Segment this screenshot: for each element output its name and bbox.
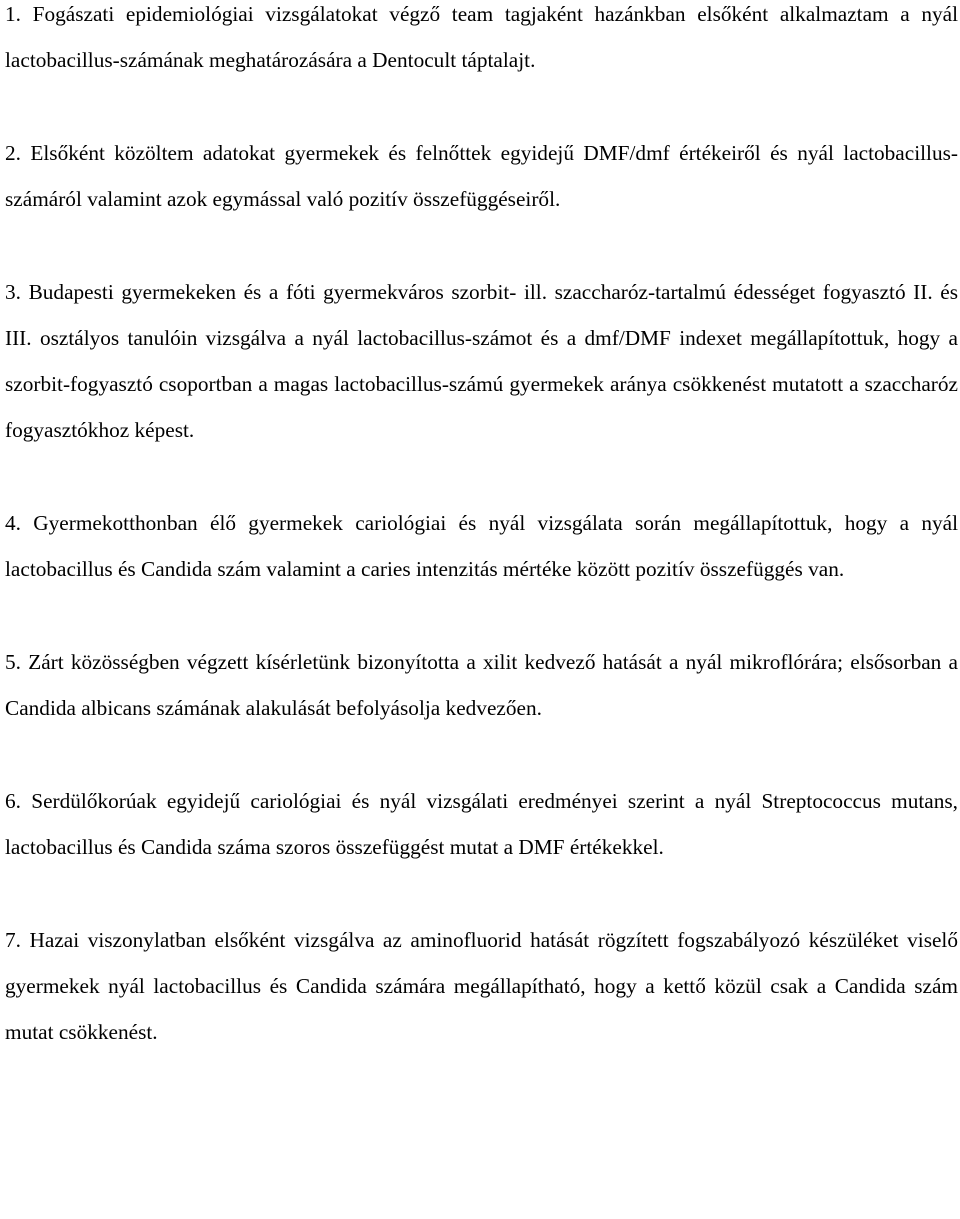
item-text: Fogászati epidemiológiai vizsgálatokat végző team tagjaként hazánkban elsőként alkalmaztam a nyál lactobacillus-számának meghatározására a Dentocult táptalajt. [5, 2, 959, 72]
item-number: 1. [5, 2, 21, 26]
item-text: Elsőként közöltem adatokat gyermekek és felnőttek egyidejű DMF/dmf értékeiről és nyál lactobacillus-számáról valamint azok egymással való pozitív összefüggéseiről. [5, 141, 958, 211]
item-number: 4. [5, 511, 21, 535]
document-body [5, 0, 958, 1055]
item-number: 7. [5, 928, 21, 952]
item-text: Serdülőkorúak egyidejű cariológiai és nyál vizsgálati eredményei szerint a nyál Streptococcus mutans, lactobacillus és Candida száma szoros összefüggést mutat a DMF értékekkel. [5, 789, 958, 859]
item-text: Budapesti gyermekeken és a fóti gyermekváros szorbit- ill. szaccharóz-tartalmú édességet fogyasztó II. és III. osztályos tanulóin vizsgálva a nyál lactobacillus-számot és a dmf/DMF indexet megállapítottuk, hogy a szorbit-fogyasztó csoportban a magas lactobacillus-számú gyermekek aránya csökkenést mutatott a szaccharóz fogyasztókhoz képest. [5, 280, 958, 442]
list-item [5, 639, 958, 731]
item-text: Gyermekotthonban élő gyermekek cariológiai és nyál vizsgálata során megállapítottuk, hogy a nyál lactobacillus és Candida szám valamint a caries intenzitás mértéke között pozitív összefüggés van. [5, 511, 958, 581]
list-item [5, 0, 958, 83]
item-number: 2. [5, 141, 21, 165]
item-number: 6. [5, 789, 21, 813]
list-item [5, 917, 958, 1055]
list-item [5, 130, 958, 222]
item-number: 5. [5, 650, 21, 674]
list-item [5, 500, 958, 592]
item-text: Hazai viszonylatban elsőként vizsgálva az aminofluorid hatását rögzített fogszabályozó készüléket viselő gyermekek nyál lactobacillus és Candida számára megállapítható, hogy a kettő közül csak a Candida szám mutat csökkenést. [5, 928, 958, 1044]
list-item [5, 778, 958, 870]
list-item [5, 269, 958, 453]
item-number: 3. [5, 280, 21, 304]
item-text: Zárt közösségben végzett kísérletünk bizonyította a xilit kedvező hatását a nyál mikroflórára; elsősorban a Candida albicans számának alakulását befolyásolja kedvezően. [5, 650, 958, 720]
